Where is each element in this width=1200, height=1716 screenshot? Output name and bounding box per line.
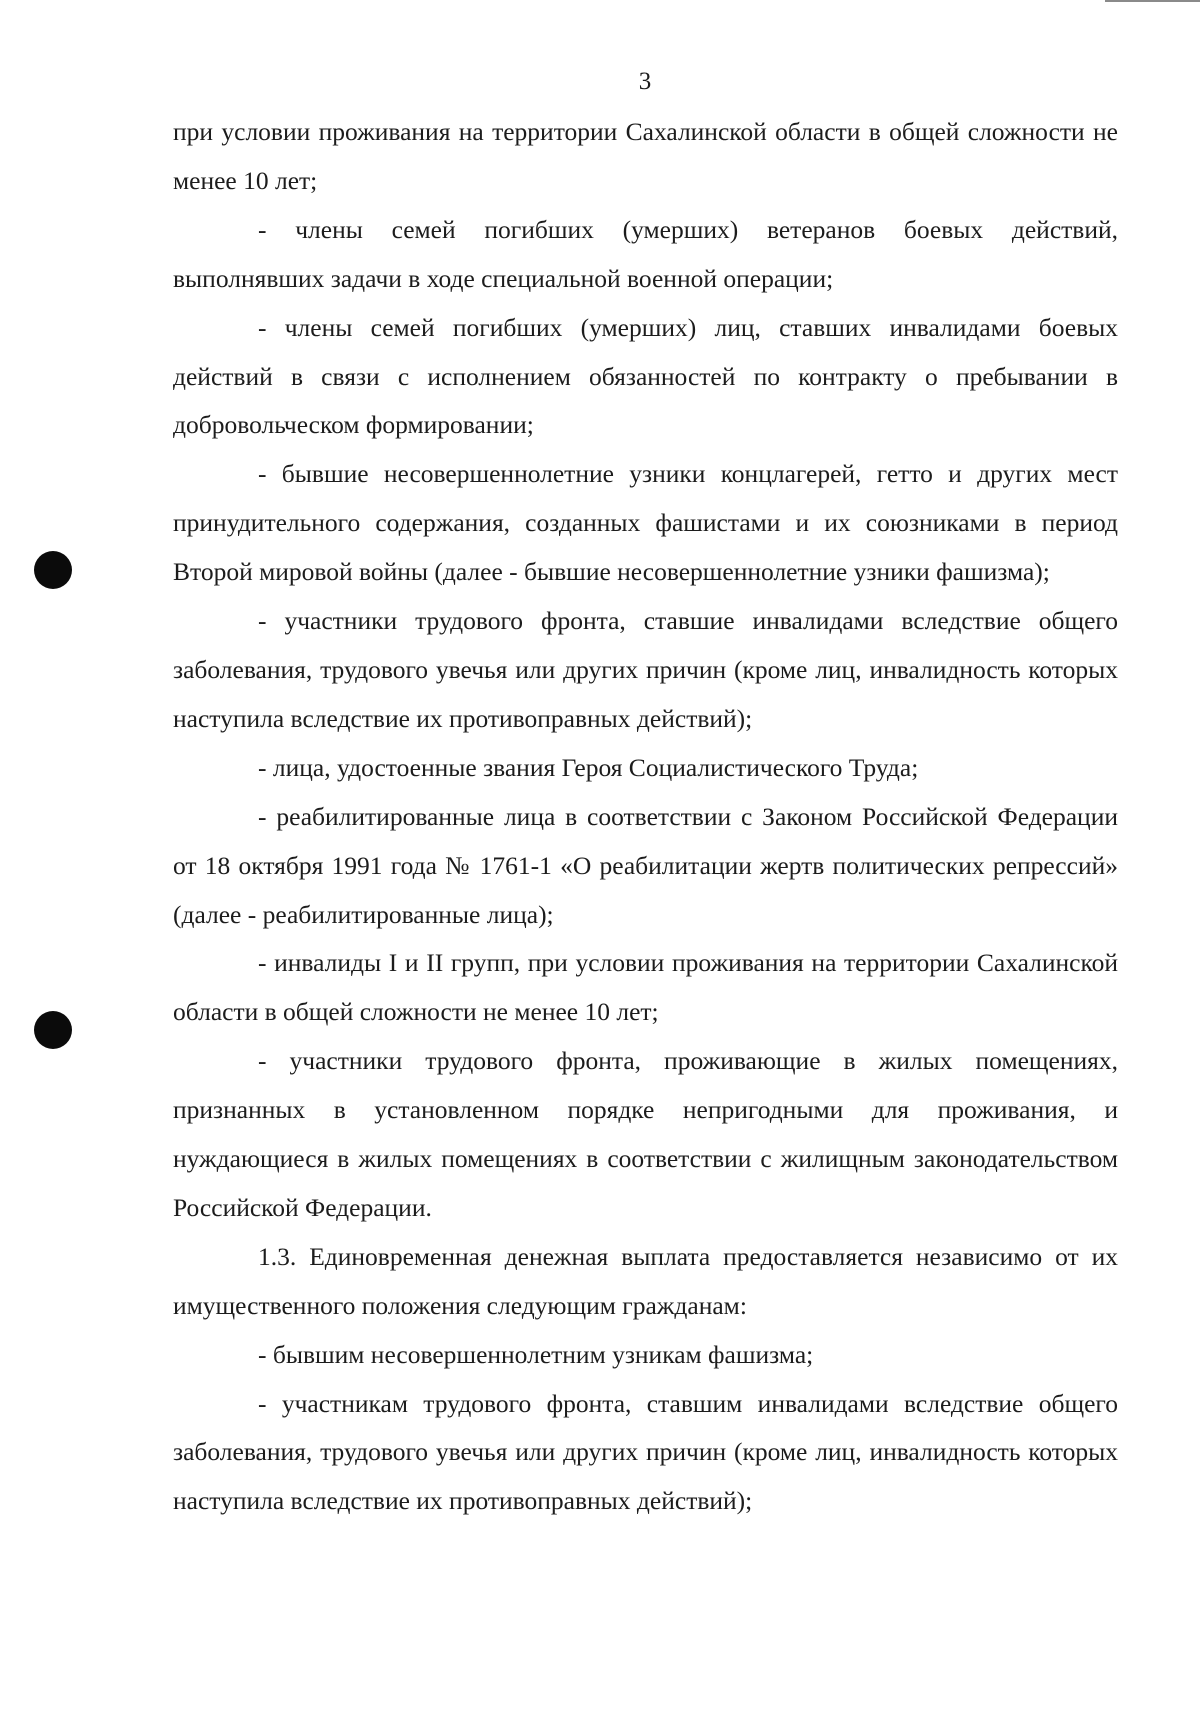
punch-hole xyxy=(34,1011,72,1049)
list-item-rehabilitated: - реабилитированные лица в соответствии с Законом Российской Федерации от 18 октября 1991 года № 1761-1 «О реабилитации жертв политических репрессий» (далее - реабилитированные лица); xyxy=(173,801,1118,929)
list-item-family-veterans: - члены семей погибших (умерших) ветеранов боевых действий, выполнявших задачи в ходе специальной военной операции; xyxy=(173,214,1118,293)
list-item-labor-front-payment: - участникам трудового фронта, ставшим инвалидами вследствие общего заболевания, трудового увечья или других причин (кроме лиц, инвалидность которых наступила вследствие их противоправных действий); xyxy=(173,1388,1118,1516)
list-item-disabled-groups: - инвалиды I и II групп, при условии проживания на территории Сахалинской области в общей сложности не менее 10 лет; xyxy=(173,948,1118,1027)
list-item-heroes-of-labor: - лица, удостоенные звания Героя Социалистического Труда; xyxy=(258,752,919,782)
list-item-prisoners-payment: - бывшим несовершеннолетним узникам фашизма; xyxy=(258,1339,814,1369)
scan-edge-line xyxy=(1105,0,1200,2)
document-body xyxy=(173,108,1118,1526)
page-number: 3 xyxy=(638,68,652,95)
list-item-family-disabled: - члены семей погибших (умерших) лиц, ставших инвалидами боевых действий в связи с исполнением обязанностей по контракту о пребывании в добровольческом формировании; xyxy=(173,312,1118,440)
list-item-labor-front-disabled: - участники трудового фронта, ставшие инвалидами вследствие общего заболевания, трудового увечья или других причин (кроме лиц, инвалидность которых наступила вследствие их противоправных действий); xyxy=(173,606,1118,733)
list-item-labor-front-housing: - участники трудового фронта, проживающие в жилых помещениях, признанных в установленном порядке непригодными для проживания, и нуждающиеся в жилых помещениях в соответствии с жилищным законодательством Российской Федерации. xyxy=(173,1046,1118,1222)
clause-1-3: 1.3. Единовременная денежная выплата предоставляется независимо от их имущественного положения следующим гражданам: xyxy=(173,1241,1118,1320)
paragraph-continuation: при условии проживания на территории Сахалинской области в общей сложности не менее 10 лет; xyxy=(173,117,1118,195)
punch-hole xyxy=(34,551,72,589)
list-item-former-prisoners: - бывшие несовершеннолетние узники концлагерей, гетто и других мест принудительного содержания, созданных фашистами и их союзниками в период Второй мировой войны (далее - бывшие несовершеннолетние узники фашизма); xyxy=(173,459,1118,587)
